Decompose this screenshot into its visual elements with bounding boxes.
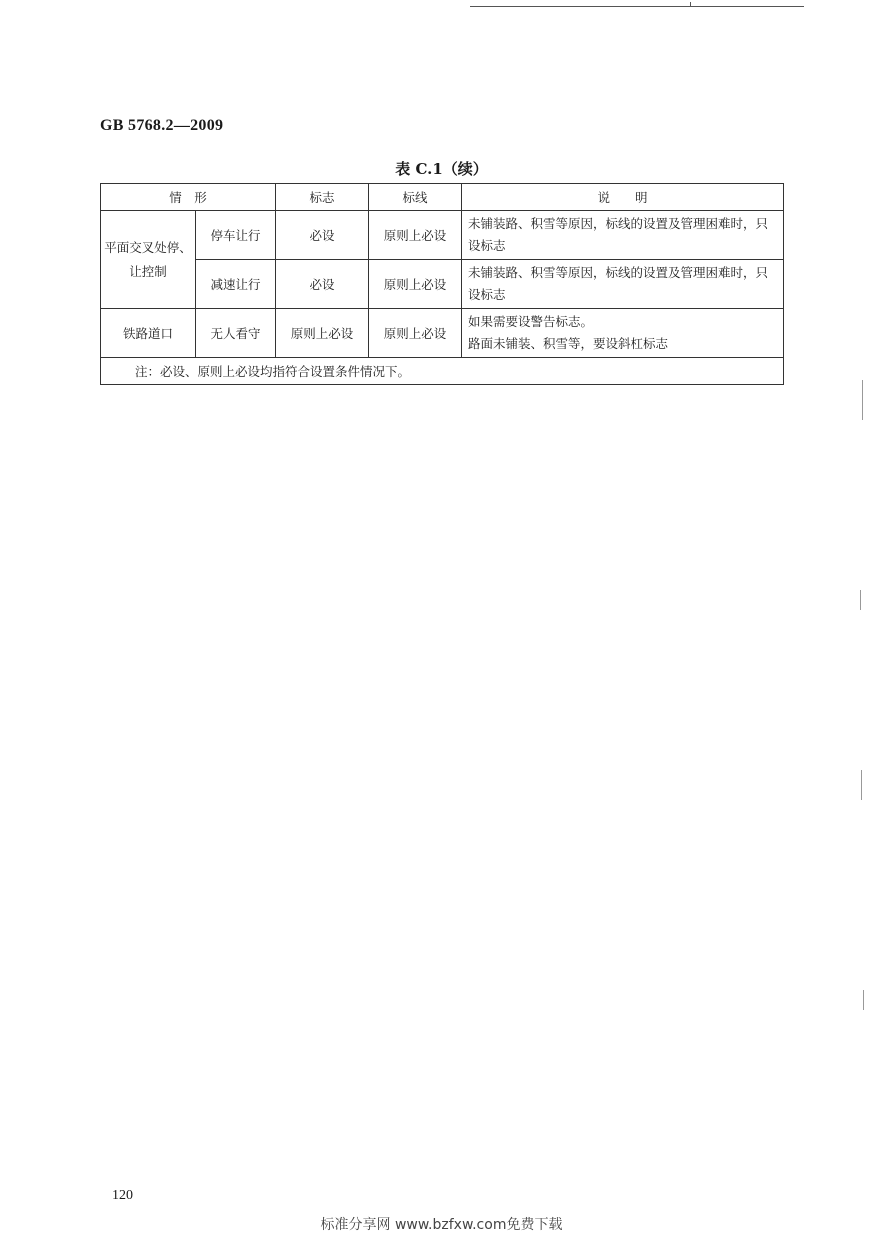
scan-speck [860,590,861,610]
description-line: 路面未铺装、积雪等，要设斜杠标志 [468,336,669,351]
row-description [462,309,784,358]
header-description: 说 明 [462,184,784,211]
footer-watermark: 标准分享网 www.bzfxw.com免费下载 [320,1217,563,1233]
table-row [101,260,784,309]
row-subtype: 减速让行 [196,260,276,309]
row-marking: 原则上必设 [369,260,462,309]
table-header-row [101,184,784,211]
page-number: 120 [112,1188,133,1203]
description-line: 如果需要设警告标志。 [468,314,594,329]
top-rule [470,6,804,7]
row-description: 未铺装路、积雪等原因，标线的设置及管理困难时，只设标志 [462,260,784,309]
table-note-row [101,358,784,385]
table-row [101,309,784,358]
row-marking: 原则上必设 [369,211,462,260]
row-label: 铁路道口 [101,309,196,358]
row-marking: 原则上必设 [369,309,462,358]
standards-table [100,183,784,385]
row-description: 未铺装路、积雪等原因，标线的设置及管理困难时，只设标志 [462,211,784,260]
row-subtype: 无人看守 [196,309,276,358]
row-sign: 必设 [276,211,369,260]
table-row [101,211,784,260]
row-subtype: 停车让行 [196,211,276,260]
group-label: 平面交叉处停、让控制 [101,211,196,309]
table-title: 表 C.1（续） [395,160,488,178]
row-sign: 必设 [276,260,369,309]
header-situation: 情 形 [101,184,276,211]
top-tick [690,2,691,7]
document-code: GB 5768.2—2009 [100,117,224,134]
scan-speck [861,770,862,800]
header-sign: 标志 [276,184,369,211]
scan-speck [862,380,863,420]
header-marking: 标线 [369,184,462,211]
table-note: 注：必设、原则上必设均指符合设置条件情况下。 [101,358,784,385]
scan-speck [863,990,864,1010]
row-sign: 原则上必设 [276,309,369,358]
